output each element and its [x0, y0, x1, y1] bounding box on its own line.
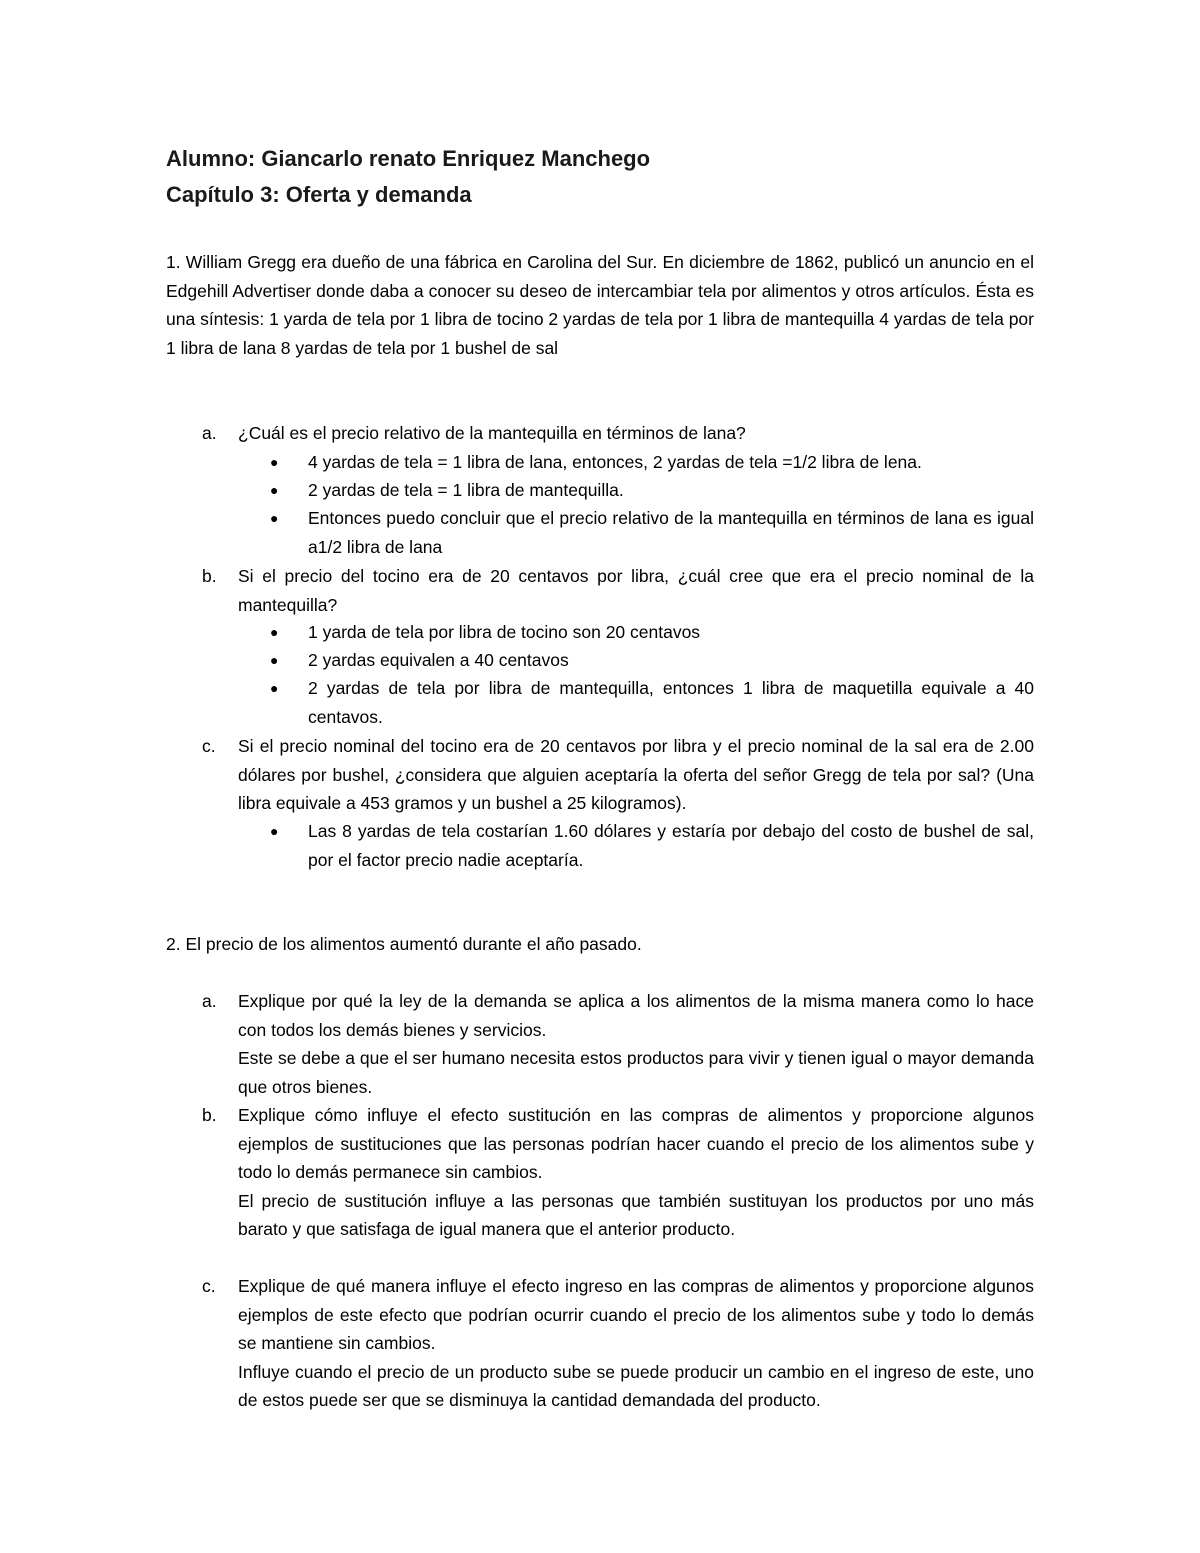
bullet-item: [166, 674, 1034, 731]
item-label: c.: [202, 1276, 216, 1296]
bullet-item: [166, 817, 1034, 874]
bullet-icon: ●: [270, 482, 279, 498]
bullet-icon: ●: [270, 823, 279, 839]
chapter-heading: Capítulo 3: Oferta y demanda: [166, 182, 472, 207]
bullet-item: [166, 504, 1034, 561]
answer-text: Este se debe a que el ser humano necesita estos productos para vivir y tienen igual o mayor demanda que otros bienes.: [238, 1048, 1034, 1097]
bullet-text: Entonces puedo concluir que el precio relativo de la mantequilla en términos de lana es igual a1/2 libra de lana: [308, 508, 1034, 557]
question-text: Explique de qué manera influye el efecto ingreso en las compras de alimentos y proporcione algunos ejemplos de este efecto que podrían ocurrir cuando el precio de los alimentos sube y todo lo demás se mantiene sin cambios.: [238, 1276, 1034, 1353]
bullet-text: Las 8 yardas de tela costarían 1.60 dólares y estaría por debajo del costo de bushel de sal, por el factor precio nadie aceptaría.: [308, 821, 1034, 870]
item-label: a.: [202, 423, 217, 443]
item-label: b.: [202, 1105, 217, 1125]
bullet-icon: ●: [270, 680, 279, 696]
question-1c: [166, 732, 1034, 818]
bullet-text: 2 yardas equivalen a 40 centavos: [308, 650, 569, 670]
bullet-item: [166, 646, 1034, 675]
question-text: Si el precio del tocino era de 20 centavos por libra, ¿cuál cree que era el precio nominal de la mantequilla?: [238, 566, 1034, 615]
bullet-item: [166, 618, 1034, 647]
bullet-text: 2 yardas de tela = 1 libra de mantequilla.: [308, 480, 624, 500]
bullet-text: 2 yardas de tela por libra de mantequilla, entonces 1 libra de maquetilla equivale a 40 centavos.: [308, 678, 1034, 727]
question-2a: [166, 987, 1034, 1101]
answer-text: Influye cuando el precio de un producto sube se puede producir un cambio en el ingreso de este, uno de estos puede ser que se disminuya la cantidad demandada del producto.: [238, 1361, 1034, 1410]
bullet-item: [166, 448, 1034, 477]
question-1-intro: 1. William Gregg era dueño de una fábrica en Carolina del Sur. En diciembre de 1862, publicó un anuncio en el Edgehill Advertiser donde daba a conocer su deseo de intercambiar tela por alimentos y otros artículos. Ésta es una síntesis: 1 yarda de tela por 1 libra de tocino 2 yardas de tela por 1 libra de mantequilla 4 yardas de tela por 1 libra de lana 8 yardas de tela por 1 bushel de sal: [166, 252, 1034, 358]
bullet-icon: ●: [270, 652, 279, 668]
question-text: Explique cómo influye el efecto sustitución en las compras de alimentos y proporcione algunos ejemplos de sustituciones que las personas podrían hacer cuando el precio de los alimentos sube y todo lo demás permanece sin cambios.: [238, 1105, 1034, 1182]
item-label: c.: [202, 736, 216, 756]
item-label: a.: [202, 991, 217, 1011]
answer-text: El precio de sustitución influye a las personas que también sustituyan los productos por uno más barato y que satisfaga de igual manera que el anterior producto.: [238, 1190, 1034, 1239]
question-2c: [166, 1272, 1034, 1415]
bullet-icon: ●: [270, 454, 279, 470]
bullet-icon: ●: [270, 624, 279, 640]
question-1b: [166, 562, 1034, 619]
question-text: ¿Cuál es el precio relativo de la mantequilla en términos de lana?: [238, 423, 746, 443]
question-text: Explique por qué la ley de la demanda se aplica a los alimentos de la misma manera como lo hace con todos los demás bienes y servicios.: [238, 991, 1034, 1040]
question-2b: [166, 1101, 1034, 1244]
bullet-item: [166, 476, 1034, 505]
bullet-icon: ●: [270, 510, 279, 526]
question-1a: [166, 419, 1034, 448]
question-text: Si el precio nominal del tocino era de 20 centavos por libra y el precio nominal de la sal era de 2.00 dólares por bushel, ¿considera que alguien aceptaría la oferta del señor Gregg de tela por sal? (Una libra equivale a 453 gramos y un bushel a 25 kilogramos).: [238, 736, 1034, 813]
question-2-intro: 2. El precio de los alimentos aumentó durante el año pasado.: [166, 934, 642, 954]
bullet-text: 4 yardas de tela = 1 libra de lana, entonces, 2 yardas de tela =1/2 libra de lena.: [308, 452, 922, 472]
student-name-heading: Alumno: Giancarlo renato Enriquez Manchego: [166, 146, 651, 171]
item-label: b.: [202, 566, 217, 586]
bullet-text: 1 yarda de tela por libra de tocino son 20 centavos: [308, 622, 701, 642]
